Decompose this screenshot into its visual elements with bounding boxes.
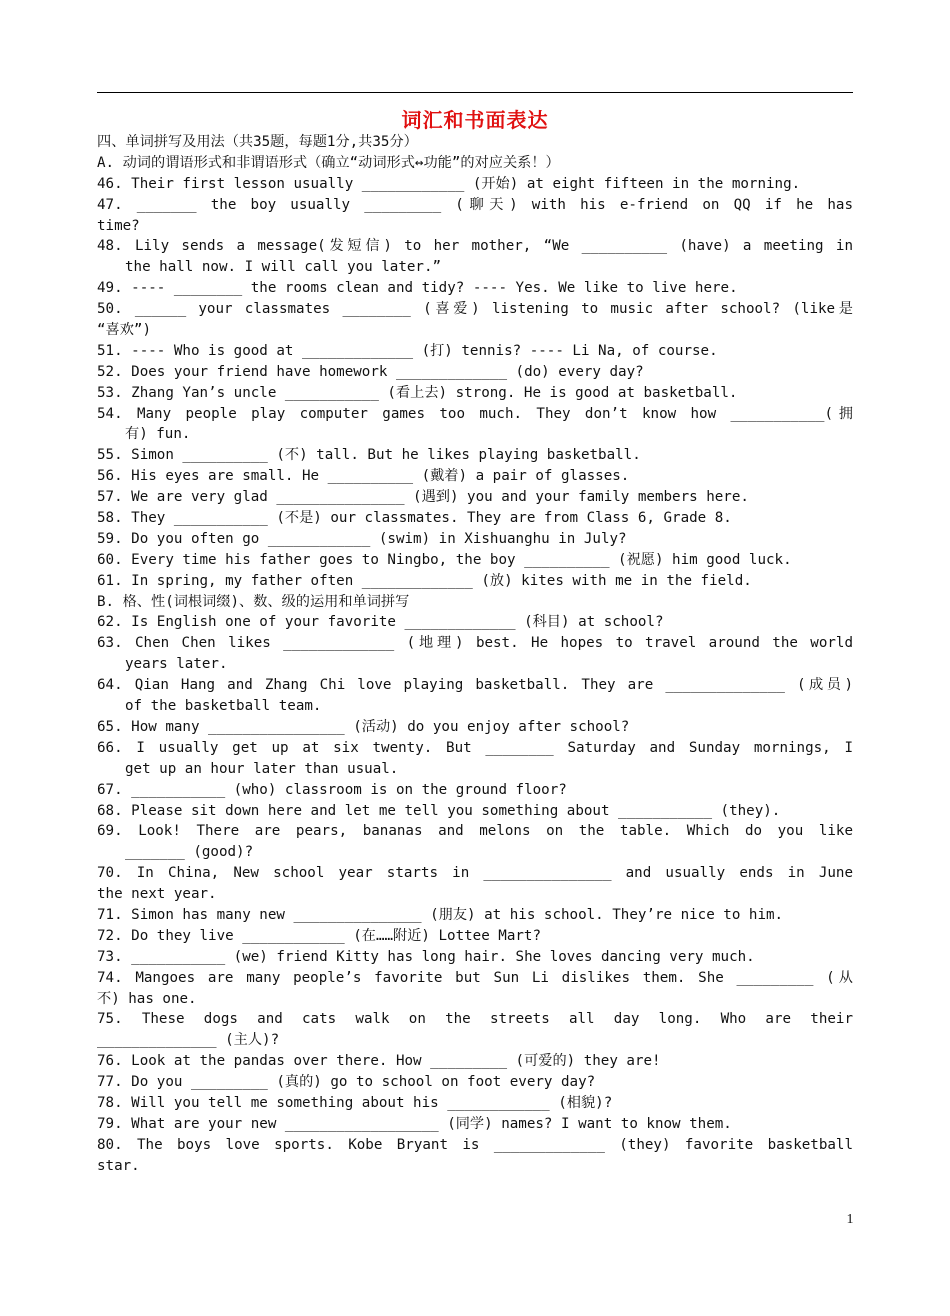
question-47: 47. _______ the boy usually _________ (聊天) with his e-friend on QQ if he has bbox=[97, 196, 853, 213]
question-54: 54. Many people play computer games too much. They don’t know how ___________(拥 bbox=[97, 405, 853, 422]
question-76: 76. Look at the pandas over there. How _________ (可爱的) they are! bbox=[97, 1053, 661, 1070]
question-71: 71. Simon has many new _______________ (朋友) at his school. They’re nice to him. bbox=[97, 906, 784, 923]
question-72: 72. Do they live ____________ (在……附近) Lottee Mart? bbox=[97, 927, 542, 944]
question-47-cont: time? bbox=[97, 217, 140, 234]
question-53: 53. Zhang Yan’s uncle ___________ (看上去) strong. He is good at basketball. bbox=[97, 384, 738, 401]
question-52: 52. Does your friend have homework _____________ (do) every day? bbox=[97, 363, 644, 380]
question-66-cont: get up an hour later than usual. bbox=[125, 760, 399, 777]
question-69-cont: _______ (good)? bbox=[125, 844, 254, 861]
page-number: 1 bbox=[846, 1212, 854, 1227]
question-62: 62. Is English one of your favorite _____________ (科目) at school? bbox=[97, 614, 664, 631]
question-46: 46. Their first lesson usually ____________ (开始) at eight fifteen in the morning. bbox=[97, 175, 801, 192]
question-48-cont: the hall now. I will call you later.” bbox=[125, 259, 442, 276]
question-64: 64. Qian Hang and Zhang Chi love playing basketball. They are ______________ (成员) bbox=[97, 677, 853, 694]
question-74: 74. Mangoes are many people’s favorite but Sun Li dislikes them. She _________ (从 bbox=[97, 969, 853, 986]
question-79: 79. What are your new __________________ (同学) names? I want to know them. bbox=[97, 1115, 732, 1132]
question-51: 51. ---- Who is good at _____________ (打) tennis? ---- Li Na, of course. bbox=[97, 342, 718, 359]
question-77: 77. Do you _________ (真的) go to school on foot every day? bbox=[97, 1074, 596, 1091]
question-78: 78. Will you tell me something about his ____________ (相貌)? bbox=[97, 1094, 613, 1111]
question-60: 60. Every time his father goes to Ningbo, the boy __________ (祝愿) him good luck. bbox=[97, 551, 792, 568]
question-80: 80. The boys love sports. Kobe Bryant is _____________ (they) favorite basketball bbox=[97, 1136, 853, 1153]
question-75-cont: ______________ (主人)? bbox=[97, 1032, 280, 1049]
question-50-cont: “喜欢”) bbox=[97, 322, 151, 339]
question-57: 57. We are very glad _______________ (遇到) you and your family members here. bbox=[97, 489, 749, 506]
question-70-cont: the next year. bbox=[97, 886, 217, 903]
question-55: 55. Simon __________ (不) tall. But he likes playing basketball. bbox=[97, 447, 641, 464]
header-rule bbox=[97, 92, 853, 93]
question-67: 67. ___________ (who) classroom is on the ground floor? bbox=[97, 781, 567, 798]
question-59: 59. Do you often go ____________ (swim) in Xishuanghu in July? bbox=[97, 530, 627, 547]
question-68: 68. Please sit down here and let me tell you something about ___________ (they). bbox=[97, 802, 781, 819]
question-58: 58. They ___________ (不是) our classmates. They are from Class 6, Grade 8. bbox=[97, 510, 732, 527]
question-70: 70. In China, New school year starts in _______________ and usually ends in June bbox=[97, 865, 853, 882]
question-48: 48. Lily sends a message(发短信) to her mother, “We __________ (have) a meeting in bbox=[97, 238, 853, 255]
section-header: 四、单词拼写及用法（共35题，每题1分,共35分） bbox=[97, 134, 418, 150]
question-80-cont: star. bbox=[97, 1157, 140, 1174]
question-56: 56. His eyes are small. He __________ (戴着) a pair of glasses. bbox=[97, 468, 630, 485]
question-73: 73. ___________ (we) friend Kitty has long hair. She loves dancing very much. bbox=[97, 948, 755, 965]
question-66: 66. I usually get up at six twenty. But ________ Saturday and Sunday mornings, I bbox=[97, 739, 853, 756]
question-61: 61. In spring, my father often _____________ (放) kites with me in the field. bbox=[97, 572, 752, 589]
question-69: 69. Look! There are pears, bananas and melons on the table. Which do you like bbox=[97, 823, 853, 840]
question-50: 50. ______ your classmates ________ (喜爱) listening to music after school? (like是 bbox=[97, 301, 853, 318]
question-49: 49. ---- ________ the rooms clean and tidy? ---- Yes. We like to live here. bbox=[97, 280, 738, 297]
question-63: 63. Chen Chen likes _____________ (地理) best. He hopes to travel around the world bbox=[97, 635, 853, 652]
page-title: 词汇和书面表达 bbox=[401, 108, 549, 132]
part-b-header: B. 格、性(词根词缀)、数、级的运用和单词拼写 bbox=[97, 593, 410, 610]
question-65: 65. How many ________________ (活动) do you enjoy after school? bbox=[97, 718, 630, 735]
question-75: 75. These dogs and cats walk on the streets all day long. Who are their bbox=[97, 1011, 853, 1028]
question-63-cont: years later. bbox=[125, 656, 228, 673]
part-a-header: A. 动词的谓语形式和非谓语形式（确立“动词形式↔功能”的对应关系！） bbox=[97, 154, 560, 171]
question-74-cont: 不) has one. bbox=[97, 990, 197, 1007]
question-54-cont: 有) fun. bbox=[125, 426, 191, 443]
question-64-cont: of the basketball team. bbox=[125, 698, 322, 715]
exercise-body bbox=[97, 132, 853, 1177]
